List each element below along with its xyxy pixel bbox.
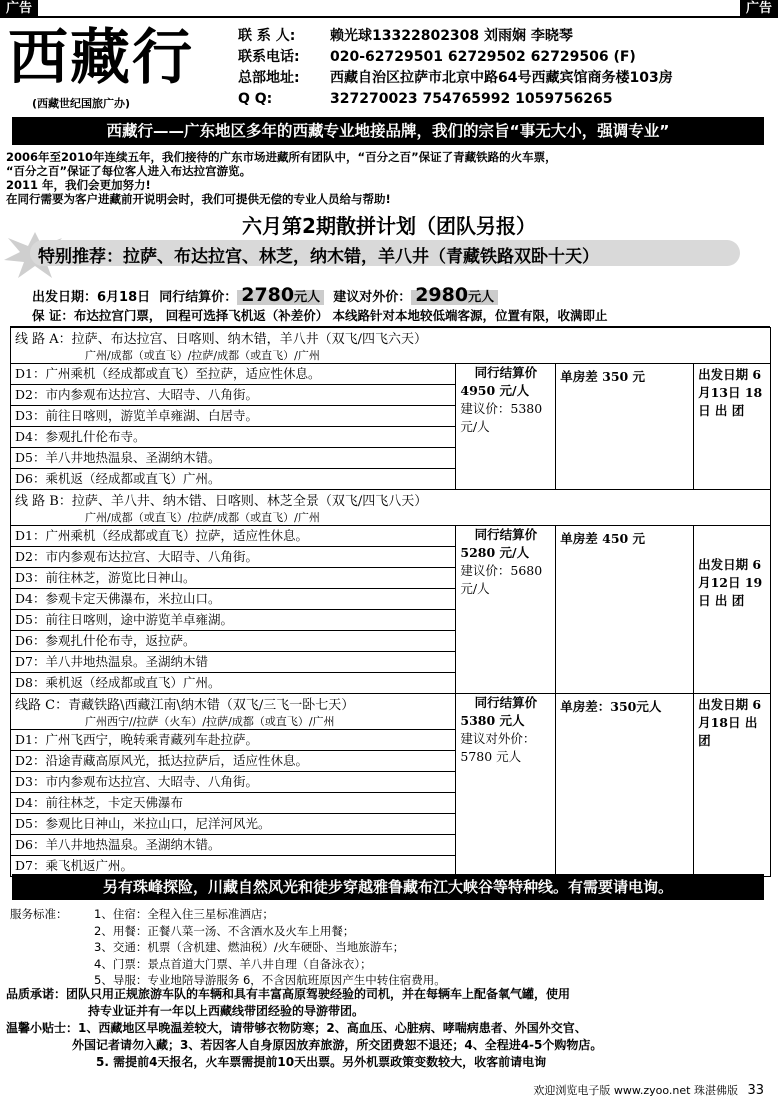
peer-price-value: 4950 元/人 xyxy=(460,383,530,398)
contact-phone-label: 联系电话: xyxy=(238,49,300,65)
suggest-price: 建议价：5380 元/人 xyxy=(460,401,543,434)
peer-price-label: 同行结算价 xyxy=(474,527,538,542)
itinerary-day: D5：参观比日神山，米拉山口，尼洋河风光。 xyxy=(11,814,456,835)
itinerary-day: D1：广州乘机（经成都或直飞）至拉萨，适应性休息。 xyxy=(11,364,456,385)
departure-line xyxy=(32,284,498,306)
tips-line: 1、西藏地区早晚温差较大，请带够衣物防寒；2、高血压、心脏病、哮喘病患者、外国外交官、 xyxy=(78,1021,587,1035)
service-standards xyxy=(10,906,446,989)
tips-line: 外国记者请勿入藏；3、若因客人自身原因放弃旅游，所交团费恕不退还；4、全程进4-5个购物店。 xyxy=(72,1038,603,1052)
departure-dates xyxy=(694,364,771,490)
route-header xyxy=(11,694,456,730)
peer-price-label: 同行结算价 xyxy=(474,695,538,710)
itinerary-day: D2：沿途青藏高原风光，抵达拉萨后，适应性休息。 xyxy=(11,751,456,772)
route-path: 广州/成都（或直飞）/拉萨/成都（或直飞）/广州 xyxy=(85,349,320,362)
quality-label: 品质承诺： xyxy=(6,987,67,1001)
peer-price-value: 5380 元人 xyxy=(460,713,525,728)
route-path: 广州/成都（或直飞）/拉萨/成都（或直飞）/广州 xyxy=(85,511,320,524)
quality-line: 团队只用正规旅游车队的车辆和具有丰富高原驾驶经验的司机，并在每辆车上配备氧气罐，使用 xyxy=(66,987,571,1001)
departure-value: 出发日期 6月12日 19 日 出 团 xyxy=(698,557,763,608)
tips-label: 温馨小贴士： xyxy=(6,1021,79,1035)
peer-price-value: 5280 元/人 xyxy=(460,545,530,560)
service-item: 1、住宿：全程入住三星标准酒店； xyxy=(94,907,274,921)
itinerary-day: D3：前往日喀则，游览羊卓雍湖、白居寺。 xyxy=(11,406,456,427)
itinerary-day: D6：乘机返（经成都或直飞）广州。 xyxy=(11,469,456,490)
suggest-price: 2980 xyxy=(415,284,469,306)
service-item: 3、交通：机票（含机建、燃油税）/火车硬卧、当地旅游车； xyxy=(94,940,405,954)
plan-title: 六月第2期散拼计划（团队另报） xyxy=(242,214,536,238)
ad-label-right: 广告 xyxy=(740,0,778,18)
recommend-banner xyxy=(30,240,740,266)
service-item: 5、导服：专业地陪导游服务 6，不含因航班原因产生中转住宿费用。 xyxy=(94,973,446,987)
departure-dates xyxy=(694,694,771,877)
service-item: 4、门票：景点首道大门票、羊八井自理（自备泳衣）； xyxy=(94,956,372,971)
intro-line: “百分之百”保证了每位客人进入布达拉宫游览。 xyxy=(6,164,252,178)
contact-block xyxy=(238,26,673,110)
itinerary-day: D2：市内参观布达拉宫、大昭寺、八角街。 xyxy=(11,385,456,406)
service-label: 服务标准： xyxy=(10,907,68,921)
single-room-value: 单房差 450 元 xyxy=(560,531,646,546)
itinerary-day: D1：广州乘机（经成都或直飞）拉萨，适应性休息。 xyxy=(11,526,456,547)
recommend-text: 特别推荐：拉萨、布达拉宫、林芝，纳木错，羊八井（青藏铁路双卧十天） xyxy=(38,247,599,267)
route-price xyxy=(456,364,556,490)
itinerary-row xyxy=(11,526,771,547)
route-price xyxy=(456,526,556,694)
intro-line: 在同行需要为客户进藏前开说明会时，我们可提供无偿的专业人员给与帮助! xyxy=(6,192,391,206)
itinerary-day: D5：前往日喀则，途中游览羊卓雍湖。 xyxy=(11,610,456,631)
quality-promise xyxy=(6,986,570,1020)
peer-price-label: 同行结算价： xyxy=(159,290,238,305)
itinerary-day: D7：羊八井地热温泉。圣湖纳木错 xyxy=(11,652,456,673)
route-title: 线 路 A：拉萨、布达拉宫、日喀则、纳木错，羊八井（双飞/四飞六天） xyxy=(15,332,428,347)
top-rule xyxy=(0,16,778,18)
page-number: 33 xyxy=(747,1083,764,1098)
itinerary-day: D5：羊八井地热温泉、圣湖纳木错。 xyxy=(11,448,456,469)
itinerary-day: D4：参观扎什伦布寺。 xyxy=(11,427,456,448)
itinerary-day: D4：参观卡定天佛瀑布，米拉山口。 xyxy=(11,589,456,610)
routes-table xyxy=(10,327,771,877)
brand-subtitle: (西藏世纪国旅广办) xyxy=(32,97,131,110)
intro-line: 2011 年，我们会更加努力! xyxy=(6,178,151,192)
itinerary-day: D3：前往林芝，游览比日神山。 xyxy=(11,568,456,589)
peer-price-unit: 元人 xyxy=(294,290,321,305)
service-item: 2、用餐：正餐八菜一汤、不含酒水及火车上用餐； xyxy=(94,923,355,938)
itinerary-day: D2：市内参观布达拉宫、大昭寺、八角街。 xyxy=(11,547,456,568)
travel-tips xyxy=(6,1020,602,1071)
contact-qq: 327270023 754765992 1059756265 xyxy=(330,91,613,107)
itinerary-day: D6：羊八井地热温泉。圣湖纳木错。 xyxy=(11,835,456,856)
footer-text: 欢迎浏览电子版 www.zyoo.net xyxy=(533,1084,691,1097)
single-room-value: 单房差 350 元 xyxy=(560,369,646,384)
peer-price: 2780 xyxy=(241,284,295,306)
route-title: 线 路 B：拉萨、羊八井、纳木错、日喀则、林芝全景（双飞/四飞八天） xyxy=(15,494,428,509)
departure-value: 出发日期 6月13日 18 日 出 团 xyxy=(698,367,763,418)
single-room-supplement xyxy=(556,364,694,490)
departure-date: 出发日期：6月18日 xyxy=(32,290,151,305)
departure-dates xyxy=(694,526,771,694)
suggest-price-unit: 元人 xyxy=(468,290,495,305)
page-footer xyxy=(533,1082,764,1098)
itinerary-day: D1：广州飞西宁，晚转乘青藏列车赴拉萨。 xyxy=(11,730,456,751)
contact-address-label: 总部地址: xyxy=(238,70,300,86)
departure-value: 出发日期 6月18日 出团 xyxy=(698,697,762,748)
suggest-price-label: 建议对外价： xyxy=(333,290,412,305)
route-header xyxy=(11,490,771,526)
itinerary-day: D8：乘机返（经成都或直飞）广州。 xyxy=(11,673,456,694)
itinerary-day: D6：参观扎什伦布寺，返拉萨。 xyxy=(11,631,456,652)
route-header-row xyxy=(11,694,771,730)
contact-person-label: 联 系 人: xyxy=(238,28,296,44)
contact-qq-label: Q Q: xyxy=(238,91,273,107)
peer-price-label: 同行结算价 xyxy=(474,365,538,380)
route-title: 线路 C：青藏铁路\西藏江南\纳木错（双飞/三飞一卧七天） xyxy=(15,698,355,713)
route-price xyxy=(456,694,556,877)
route-header xyxy=(11,328,771,364)
contact-person: 赖光球13322802308 刘雨娴 李晓琴 xyxy=(330,28,573,44)
brand-logo: 西藏行 xyxy=(8,23,194,93)
suggest-price: 建议价：5680 元/人 xyxy=(460,563,543,596)
route-header-row xyxy=(11,328,771,364)
tips-line: 5. 需提前4天报名，火车票需提前10天出票。另外机票政策变数较大，收客前请电询 xyxy=(96,1055,547,1069)
itinerary-day: D4：前往林芝，卡定天佛瀑布 xyxy=(11,793,456,814)
guarantee-line: 保 证：布达拉宫门票， 回程可选择飞机返（补差价） 本线路针对本地较低端客源，位置有限，收满即止 xyxy=(32,308,608,323)
intro-text xyxy=(6,150,772,206)
route-header-row xyxy=(11,490,771,526)
itinerary-day: D7：乘飞机返广州。 xyxy=(11,856,456,877)
ad-label-left: 广告 xyxy=(0,0,38,18)
special-routes-banner: 另有珠峰探险，川藏自然风光和徒步穿越雅鲁藏布江大峡谷等特种线。有需要请电询。 xyxy=(12,874,764,900)
contact-phone: 020-62729501 62729502 62729506 (F) xyxy=(330,49,636,65)
slogan-banner: 西藏行——广东地区多年的西藏专业地接品牌，我们的宗旨“事无大小，强调专业” xyxy=(12,117,764,145)
single-room-supplement xyxy=(556,694,694,877)
single-room-supplement xyxy=(556,526,694,694)
route-path: 广州西宁//拉萨（火车）/拉萨/成都（或直飞）/广州 xyxy=(85,715,335,728)
contact-address: 西藏自治区拉萨市北京中路64号西藏宾馆商务楼103房 xyxy=(330,70,673,86)
suggest-price: 建议对外价：5780 元人 xyxy=(460,731,536,764)
quality-line: 持专业证并有一年以上西藏线带团经验的导游带团。 xyxy=(88,1004,365,1018)
single-room-value: 单房差：350元人 xyxy=(560,699,662,714)
itinerary-row xyxy=(11,364,771,385)
intro-line: 2006年至2010年连续五年，我们接待的广东市场进藏所有团队中，“百分之百”保证了青藏铁路的火车票， xyxy=(6,150,557,164)
itinerary-day: D3：市内参观布达拉宫、大昭寺、八角街。 xyxy=(11,772,456,793)
footer-brand: 珠湛佛版 xyxy=(693,1084,738,1097)
